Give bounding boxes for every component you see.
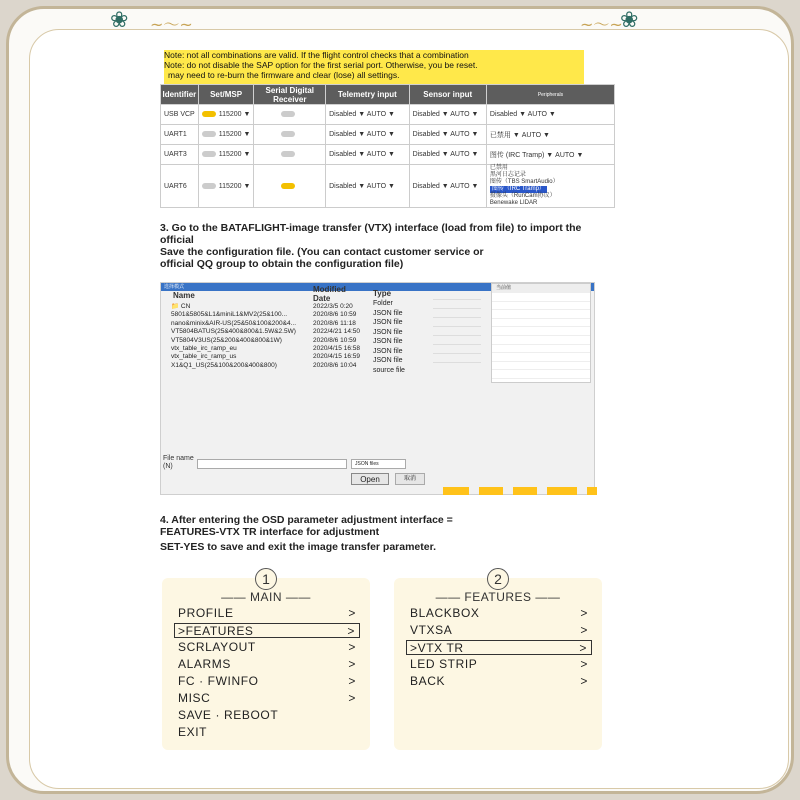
step4-line: FEATURES-VTX TR interface for adjustment: [160, 526, 380, 538]
menu-label: SCRLAYOUT: [178, 640, 256, 654]
col-header: Peripherals: [486, 85, 614, 105]
file-type: Folder: [373, 300, 393, 307]
step4-text: [160, 514, 453, 553]
port-id: UART6: [161, 165, 199, 208]
col-header: Telemetry input: [326, 85, 409, 105]
menu-item-vtx-tr[interactable]: [406, 640, 592, 655]
msp-cell: [198, 125, 254, 145]
step3-line: official: [160, 234, 194, 246]
menu-label: MISC: [178, 691, 211, 705]
open-button[interactable]: Open: [351, 473, 389, 485]
step-badge: 2: [487, 568, 509, 590]
col-type-header[interactable]: Type: [373, 289, 392, 298]
peripheral-select[interactable]: 已禁用 ▼ AUTO ▼: [486, 125, 614, 145]
table-row: [161, 125, 615, 145]
menu-item-exit[interactable]: [178, 725, 360, 740]
dropdown-option[interactable]: 摄像头（RunCam协议）: [489, 193, 556, 199]
sensor-select[interactable]: Disabled ▼ AUTO ▼: [409, 105, 486, 125]
file-name-input[interactable]: [197, 459, 347, 469]
chevron-right-icon: >: [347, 624, 355, 638]
dialog-titlebar: 选择模式: [161, 283, 594, 291]
file-row[interactable]: X1&Q1_US(25&100&200&400&800): [171, 361, 277, 369]
settings-list: [433, 291, 481, 383]
sensor-select[interactable]: Disabled ▼ AUTO ▼: [409, 125, 486, 145]
step-badge: 1: [255, 568, 277, 590]
file-date: 2020/8/6 10:59: [313, 311, 357, 319]
table-row: [161, 145, 615, 165]
menu-item-misc[interactable]: [178, 691, 360, 706]
file-type: JSON file: [373, 347, 403, 355]
chevron-right-icon: >: [580, 623, 588, 637]
note-line: may need to re-burn the firmware and clear (lose) all settings.: [168, 70, 400, 80]
warning-note: [164, 50, 584, 86]
action-button[interactable]: [547, 487, 577, 495]
file-row[interactable]: 5801&5805&L1&miniL1&MV2(25&100...: [171, 311, 287, 319]
menu-label: BLACKBOX: [410, 606, 480, 620]
menu-label: >FEATURES: [178, 624, 254, 638]
menu-header: —— MAIN ——: [221, 590, 311, 604]
file-row[interactable]: vtx_table_irc_ramp_us: [171, 353, 237, 361]
menu-label: >VTX TR: [410, 641, 464, 655]
dropdown-option[interactable]: Benewake LIDAR: [489, 200, 538, 206]
rx-toggle[interactable]: [281, 111, 295, 117]
note-line: Note: not all combinations are valid. If the flight control checks that a combination: [164, 50, 469, 60]
swirl-ornament-icon: ~〜~: [580, 15, 623, 34]
file-type-filter[interactable]: JSON files: [351, 459, 406, 469]
action-button[interactable]: [479, 487, 503, 495]
telemetry-select[interactable]: Disabled ▼ AUTO ▼: [326, 145, 409, 165]
rx-cell: [254, 165, 326, 208]
rx-toggle[interactable]: [281, 151, 295, 157]
msp-toggle[interactable]: [202, 111, 216, 117]
file-type: JSON file: [373, 338, 403, 345]
menu-item-save-reboot[interactable]: [178, 708, 360, 723]
menu-item-fwinfo[interactable]: [178, 674, 360, 689]
col-header: Set/MSP: [198, 85, 254, 105]
rx-cell: [254, 105, 326, 125]
swirl-ornament-icon: ~〜~: [150, 15, 193, 34]
panel-title: 当前值: [492, 284, 590, 293]
table-row: [161, 165, 615, 208]
rx-toggle[interactable]: [281, 183, 295, 189]
step3-line: official QQ group to obtain the configuration file): [160, 258, 404, 270]
menu-item-back[interactable]: [410, 674, 592, 689]
file-type: JSON file: [373, 309, 403, 317]
type-column: [373, 299, 405, 375]
action-button[interactable]: [513, 487, 537, 495]
rx-cell: [254, 125, 326, 145]
cloud-ornament-icon: ❀: [620, 8, 639, 33]
date-column: [313, 303, 360, 370]
menu-item-features[interactable]: [174, 623, 360, 638]
msp-toggle[interactable]: [202, 151, 216, 157]
chevron-right-icon: >: [348, 657, 356, 671]
file-open-dialog: [160, 282, 595, 495]
rx-toggle[interactable]: [281, 131, 295, 137]
menu-item-scrlayout[interactable]: [178, 640, 360, 655]
dropdown-option[interactable]: 图传（TBS SmartAudio）: [489, 179, 559, 185]
menu-label: FC · FWINFO: [178, 674, 259, 688]
file-date: 2020/4/15 16:58: [313, 345, 360, 353]
peripheral-select[interactable]: Disabled ▼ AUTO ▼: [486, 105, 614, 125]
table-header-row: [161, 85, 615, 105]
chevron-right-icon: >: [348, 691, 356, 705]
step3-line: 3. Go to the BATAFLIGHT-image transfer (VTX) interface (load from file) to import the: [160, 222, 582, 234]
product-info-content: [158, 44, 643, 760]
telemetry-select[interactable]: Disabled ▼ AUTO ▼: [326, 165, 409, 208]
step3-line: Save the configuration file. (You can contact customer service or: [160, 246, 484, 258]
msp-cell: [198, 105, 254, 125]
msp-toggle[interactable]: [202, 183, 216, 189]
port-id: USB VCP: [161, 105, 199, 125]
file-date: 2020/8/6 10:59: [313, 336, 357, 344]
file-list: [171, 303, 296, 370]
file-date: 2020/4/15 16:59: [313, 353, 360, 361]
menu-item-alarms[interactable]: [178, 657, 360, 672]
current-values-panel: [491, 283, 591, 383]
file-date: 2020/8/6 10:04: [313, 361, 357, 369]
chevron-right-icon: >: [580, 657, 588, 671]
baud-select[interactable]: 115200 ▼: [218, 151, 251, 158]
baud-select[interactable]: 115200 ▼: [218, 182, 251, 190]
col-header: Identifier: [161, 85, 199, 105]
menu-label: VTXSA: [410, 623, 453, 637]
sensor-select[interactable]: Disabled ▼ AUTO ▼: [409, 165, 486, 208]
cloud-ornament-icon: ❀: [110, 8, 129, 33]
menu-label: LED STRIP: [410, 657, 478, 671]
table-row: [161, 105, 615, 125]
rx-cell: [254, 145, 326, 165]
file-type: JSON file: [373, 357, 403, 364]
chevron-right-icon: >: [348, 606, 356, 620]
menu-label: BACK: [410, 674, 446, 688]
dropdown-option-selected[interactable]: 图传（IRC Tramp）: [491, 186, 545, 192]
peripheral-select[interactable]: 图传 (IRC Tramp) ▼ AUTO ▼: [486, 145, 614, 165]
menu-label: PROFILE: [178, 606, 234, 620]
col-date-header[interactable]: Modified Date: [313, 285, 346, 303]
file-date: 2020/8/6 11:18: [313, 319, 356, 327]
baud-select[interactable]: 115200 ▼: [218, 131, 251, 138]
ports-table: [160, 84, 615, 208]
msp-cell: [198, 165, 254, 208]
dropdown-option[interactable]: 黑河日志记录: [489, 172, 526, 178]
peripheral-dropdown[interactable]: [486, 165, 614, 208]
chevron-right-icon: >: [580, 606, 588, 620]
cancel-button[interactable]: 取消: [395, 473, 425, 485]
menu-label: EXIT: [178, 725, 208, 739]
menu-item-blackbox[interactable]: [410, 606, 592, 621]
file-type: JSON file: [373, 328, 403, 336]
file-date: 2022/4/21 14:50: [313, 328, 360, 336]
telemetry-select[interactable]: Disabled ▼ AUTO ▼: [326, 125, 409, 145]
step4-line: 4. After entering the OSD parameter adjustment interface =: [160, 514, 453, 526]
note-line: Note: do not disable the SAP option for the first serial port. Otherwise, you be reset.: [164, 60, 478, 70]
sensor-select[interactable]: Disabled ▼ AUTO ▼: [409, 145, 486, 165]
step4-line: SET-YES to save and exit the image transfer parameter.: [160, 541, 437, 553]
chevron-right-icon: >: [348, 640, 356, 654]
menu-item-vtxsa[interactable]: [410, 623, 592, 638]
telemetry-select[interactable]: Disabled ▼ AUTO ▼: [326, 105, 409, 125]
chevron-right-icon: >: [580, 674, 588, 688]
port-id: UART3: [161, 145, 199, 165]
col-name-header[interactable]: Name: [173, 291, 195, 300]
port-id: UART1: [161, 125, 199, 145]
col-header: Sensor input: [409, 85, 486, 105]
action-button[interactable]: [443, 487, 469, 495]
file-type: source file: [373, 366, 405, 374]
menu-item-profile[interactable]: [178, 606, 360, 621]
file-row[interactable]: 📁 CN: [171, 303, 191, 310]
menu-label: ALARMS: [178, 657, 231, 671]
baud-select[interactable]: 115200 ▼: [218, 111, 251, 118]
msp-cell: [198, 145, 254, 165]
file-date: 2022/3/5 0:20: [313, 303, 353, 310]
dropdown-option[interactable]: 已禁用: [489, 165, 508, 171]
osd-main-menu: [162, 571, 370, 750]
file-row[interactable]: VT5804BATUS(25&400&800&1.5W&2.5W): [171, 328, 296, 336]
osd-features-menu: [394, 571, 602, 750]
chevron-right-icon: >: [348, 674, 356, 688]
step3-text: [160, 222, 581, 270]
col-header: Serial Digital Receiver: [254, 85, 326, 105]
file-name-label: File name (N): [163, 455, 194, 470]
menu-item-led-strip[interactable]: [410, 657, 592, 672]
dropdown-list: [490, 165, 611, 207]
file-type: JSON file: [373, 319, 403, 326]
file-row[interactable]: vtx_table_irc_ramp_eu: [171, 345, 237, 353]
chevron-right-icon: >: [579, 641, 587, 655]
action-button[interactable]: [587, 487, 597, 495]
menu-header: —— FEATURES ——: [435, 590, 561, 604]
menu-label: SAVE · REBOOT: [178, 708, 279, 722]
file-row[interactable]: VT5804V3US(25&200&400&800&1W): [171, 336, 282, 344]
msp-toggle[interactable]: [202, 131, 216, 137]
file-row[interactable]: nano&minix&AIR-US(25&50&100&200&4...: [171, 319, 297, 327]
